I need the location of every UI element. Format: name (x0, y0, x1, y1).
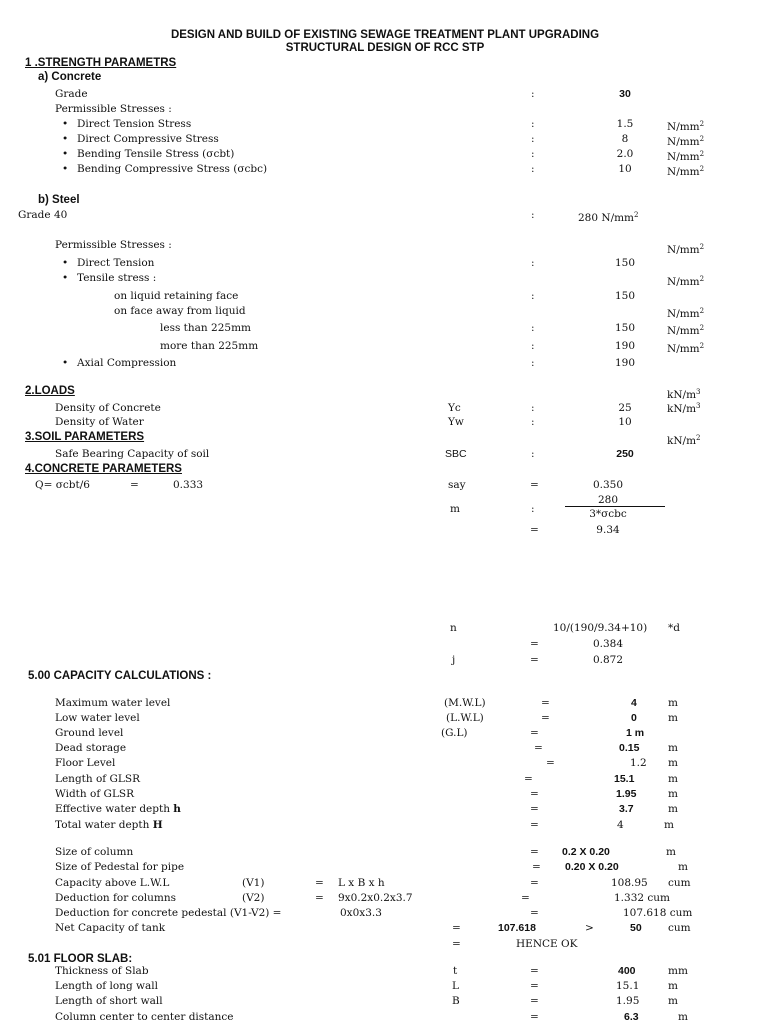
deduction-pedestal-value: 107.618 cum (623, 907, 693, 919)
total-depth-label: Total water depth H (55, 819, 163, 831)
section-5-heading: 5.00 CAPACITY CALCULATIONS : (28, 670, 212, 682)
unit-m: m (666, 846, 676, 858)
column-spacing-value: 6.3 (624, 1011, 639, 1023)
equals: = (315, 877, 324, 889)
bending-compressive-stress-value: 10 (618, 163, 632, 175)
net-capacity-limit: 50 (630, 922, 642, 934)
mwl-value: 4 (631, 697, 637, 709)
axial-compression-value: 190 (614, 357, 636, 369)
equals: = (530, 877, 539, 889)
unit: $N/mm^2$ (667, 324, 705, 337)
capacity-expression: L x B x h (338, 877, 385, 889)
j-value: 0.872 (592, 654, 624, 666)
short-wall-symbol: B (452, 995, 460, 1007)
more-than-225-label: more than 225mm (160, 340, 259, 352)
equals: = (452, 938, 461, 950)
lwl-label: Low water level (55, 712, 140, 724)
bending-compressive-stress-label: • Bending Compressive Stress (σcbc) (77, 163, 267, 175)
liquid-face-label: on liquid retaining face (114, 290, 239, 302)
unit-m: m (664, 819, 674, 831)
greater-than: > (585, 922, 594, 934)
column-spacing-label: Column center to center distance (55, 1011, 234, 1023)
colon: : (531, 357, 535, 369)
lwl-value: 0 (631, 712, 637, 724)
short-wall-value: 1.95 (616, 995, 640, 1007)
equals: = (530, 638, 539, 650)
doc-title-line-2: STRUCTURAL DESIGN OF RCC STP (285, 42, 485, 54)
density-water-value: 10 (618, 416, 632, 428)
n-label: n (450, 622, 457, 634)
colon: : (531, 163, 535, 175)
unit: $kN/m^2$ (667, 434, 701, 447)
unit-m: m (668, 712, 678, 724)
unit: $N/mm^2$ (667, 307, 705, 320)
equals: = (530, 980, 539, 992)
unit: $kN/m^3$ (667, 402, 701, 415)
fraction-bar (565, 506, 665, 507)
density-concrete-label: Density of Concrete (55, 402, 161, 414)
capacity-value: 108.95 (611, 877, 648, 889)
deduction-pedestal-expression: 0x0x3.3 (340, 907, 382, 919)
unit: $N/mm^2$ (667, 135, 705, 148)
width-glsr-value: 1.95 (616, 788, 637, 800)
permissible-stresses-steel-label: Permissible Stresses : (55, 239, 172, 251)
equals: = (546, 757, 555, 769)
pedestal-size-label: Size of Pedestal for pipe (55, 861, 185, 873)
unit: $kN/m^3$ (667, 388, 701, 401)
total-depth-value: 4 (617, 819, 624, 831)
deduction-columns-expression: 9x0.2x0.2x3.7 (338, 892, 413, 904)
ground-level-symbol: (G.L) (441, 727, 468, 739)
away-from-liquid-label: on face away from liquid (114, 305, 246, 317)
steel-heading: b) Steel (38, 194, 80, 206)
tensile-stress-label: • Tensile stress : (77, 272, 156, 284)
equals: = (530, 995, 539, 1007)
direct-tension-stress-label: • Direct Tension Stress (77, 118, 191, 130)
section-4-heading: 4.CONCRETE PARAMETERS (25, 463, 182, 475)
unit-m: m (668, 773, 678, 785)
unit-m: m (668, 995, 678, 1007)
sbc-symbol: SBC (445, 448, 467, 460)
density-water-label: Density of Water (55, 416, 144, 428)
j-label: j (452, 654, 456, 666)
direct-compressive-stress-value: 8 (621, 133, 629, 145)
dead-storage-label: Dead storage (55, 742, 127, 754)
equals: = (530, 479, 539, 491)
equals: = (530, 654, 539, 666)
grade-label: Grade (55, 88, 88, 100)
less-than-225-value: 150 (614, 322, 636, 334)
width-glsr-label: Width of GLSR (55, 788, 135, 800)
colon: : (531, 322, 535, 334)
slab-thickness-value: 400 (618, 965, 636, 977)
bending-tensile-stress-label: • Bending Tensile Stress (σcbt) (77, 148, 234, 160)
unit: $N/mm^2$ (667, 150, 705, 163)
capacity-label: Capacity above L.W.L (55, 877, 170, 889)
m-value: 9.34 (596, 524, 620, 536)
deduction-columns-label: Deduction for columns (55, 892, 176, 904)
pedestal-size-value: 0.20 X 0.20 (565, 861, 619, 873)
colon: : (531, 88, 535, 100)
unit-cum: cum (668, 922, 691, 934)
equals: = (532, 861, 541, 873)
mwl-symbol: (M.W.L) (444, 697, 486, 709)
unit: $N/mm^2$ (667, 120, 705, 133)
equals: = (530, 965, 539, 977)
unit-m: m (678, 1011, 688, 1023)
equals: = (530, 727, 539, 739)
floor-level-label: Floor Level (55, 757, 116, 769)
length-glsr-value: 15.1 (614, 773, 635, 785)
bending-tensile-stress-value: 2.0 (616, 148, 634, 160)
unit-m: m (668, 742, 678, 754)
grade-value: 30 (619, 88, 631, 100)
equals: = (315, 892, 324, 904)
unit: $N/mm^2$ (667, 342, 705, 355)
section-3-heading: 3.SOIL PARAMETERS (25, 431, 145, 443)
concrete-heading: a) Concrete (38, 71, 102, 83)
say-value: 0.350 (592, 479, 624, 491)
density-concrete-value: 25 (618, 402, 632, 414)
deduction-columns-value: 1.332 cum (614, 892, 670, 904)
section-2-heading: 2.LOADS (25, 385, 75, 397)
colon: : (531, 148, 535, 160)
steel-grade-label: Grade 40 (18, 209, 68, 221)
mwl-label: Maximum water level (55, 697, 171, 709)
deduction-pedestal-label: Deduction for concrete pedestal (V1-V2) = (55, 907, 282, 919)
equals: = (541, 712, 550, 724)
colon: : (531, 118, 535, 130)
axial-compression-label: • Axial Compression (77, 357, 176, 369)
slab-thickness-symbol: t (453, 965, 458, 977)
equals: = (530, 907, 539, 919)
unit-m: m (678, 861, 688, 873)
density-concrete-symbol: Yc (448, 402, 461, 414)
direct-tension-stress-value: 1.5 (616, 118, 634, 130)
say-label: say (448, 479, 466, 491)
colon: : (531, 209, 535, 221)
sbc-label: Safe Bearing Capacity of soil (55, 448, 210, 460)
direct-tension-label: • Direct Tension (77, 257, 154, 269)
column-size-label: Size of column (55, 846, 134, 858)
sbc-value: 250 (616, 448, 634, 460)
short-wall-label: Length of short wall (55, 995, 163, 1007)
deduction-columns-v2: (V2) (242, 892, 265, 904)
capacity-v1: (V1) (242, 877, 265, 889)
equals: = (521, 892, 530, 904)
q-formula: Q= σcbt/6 (35, 479, 90, 491)
colon: : (531, 416, 535, 428)
n-expression: 10/(190/9.34+10) (553, 622, 648, 634)
equals: = (530, 524, 539, 536)
steel-grade-value: 280 $N/mm^2$ (578, 211, 639, 224)
long-wall-value: 15.1 (616, 980, 640, 992)
effective-depth-label: Effective water depth h (55, 803, 181, 815)
liquid-face-value: 150 (614, 290, 636, 302)
colon: : (531, 448, 535, 460)
net-capacity-value: 107.618 (498, 922, 536, 934)
column-size-value: 0.2 X 0.20 (562, 846, 610, 858)
unit-m: m (668, 757, 678, 769)
unit: $N/mm^2$ (667, 165, 705, 178)
long-wall-symbol: L (452, 980, 459, 992)
unit-mm: mm (668, 965, 688, 977)
doc-title-line-1: DESIGN AND BUILD OF EXISTING SEWAGE TREATMENT PLANT UPGRADING (170, 29, 600, 41)
m-label: m (450, 503, 460, 515)
unit: $N/mm^2$ (667, 275, 705, 288)
dead-storage-value: 0.15 (619, 742, 640, 754)
equals: = (530, 803, 539, 815)
m-denominator: 3*σcbc (589, 508, 627, 520)
unit: $N/mm^2$ (667, 243, 705, 256)
net-capacity-label: Net Capacity of tank (55, 922, 166, 934)
equals: = (130, 479, 139, 491)
unit-m: m (668, 788, 678, 800)
less-than-225-label: less than 225mm (160, 322, 251, 334)
unit-m: m (668, 697, 678, 709)
ground-level-label: Ground level (55, 727, 124, 739)
colon: : (531, 340, 535, 352)
slab-thickness-label: Thickness of Slab (55, 965, 149, 977)
equals: = (534, 742, 543, 754)
permissible-stresses-label: Permissible Stresses : (55, 103, 172, 115)
colon: : (531, 133, 535, 145)
colon: : (531, 257, 535, 269)
more-than-225-value: 190 (614, 340, 636, 352)
equals: = (530, 1011, 539, 1023)
equals: = (524, 773, 533, 785)
equals: = (452, 922, 461, 934)
floor-level-value: 1.2 (630, 757, 647, 769)
length-glsr-label: Length of GLSR (55, 773, 140, 785)
density-water-symbol: Yw (448, 416, 464, 428)
lwl-symbol: (L.W.L) (446, 712, 484, 724)
colon: : (531, 290, 535, 302)
equals: = (541, 697, 550, 709)
m-numerator: 280 (597, 494, 619, 506)
section-501-heading: 5.01 FLOOR SLAB: (28, 953, 133, 965)
unit-cum: cum (668, 877, 691, 889)
effective-depth-value: 3.7 (619, 803, 634, 815)
n-d: *d (668, 622, 680, 634)
hence-ok: HENCE OK (516, 938, 578, 950)
equals: = (530, 819, 539, 831)
unit-m: m (668, 803, 678, 815)
section-1-heading: 1 .STRENGTH PARAMETRS (25, 57, 177, 69)
long-wall-label: Length of long wall (55, 980, 159, 992)
direct-tension-value: 150 (614, 257, 636, 269)
equals: = (530, 846, 539, 858)
unit-m: m (668, 980, 678, 992)
ground-level-value: 1 m (626, 727, 645, 739)
colon: : (531, 402, 535, 414)
q-value: 0.333 (173, 479, 204, 491)
colon: : (531, 503, 535, 515)
equals: = (530, 788, 539, 800)
n-value: 0.384 (592, 638, 624, 650)
direct-compressive-stress-label: • Direct Compressive Stress (77, 133, 219, 145)
